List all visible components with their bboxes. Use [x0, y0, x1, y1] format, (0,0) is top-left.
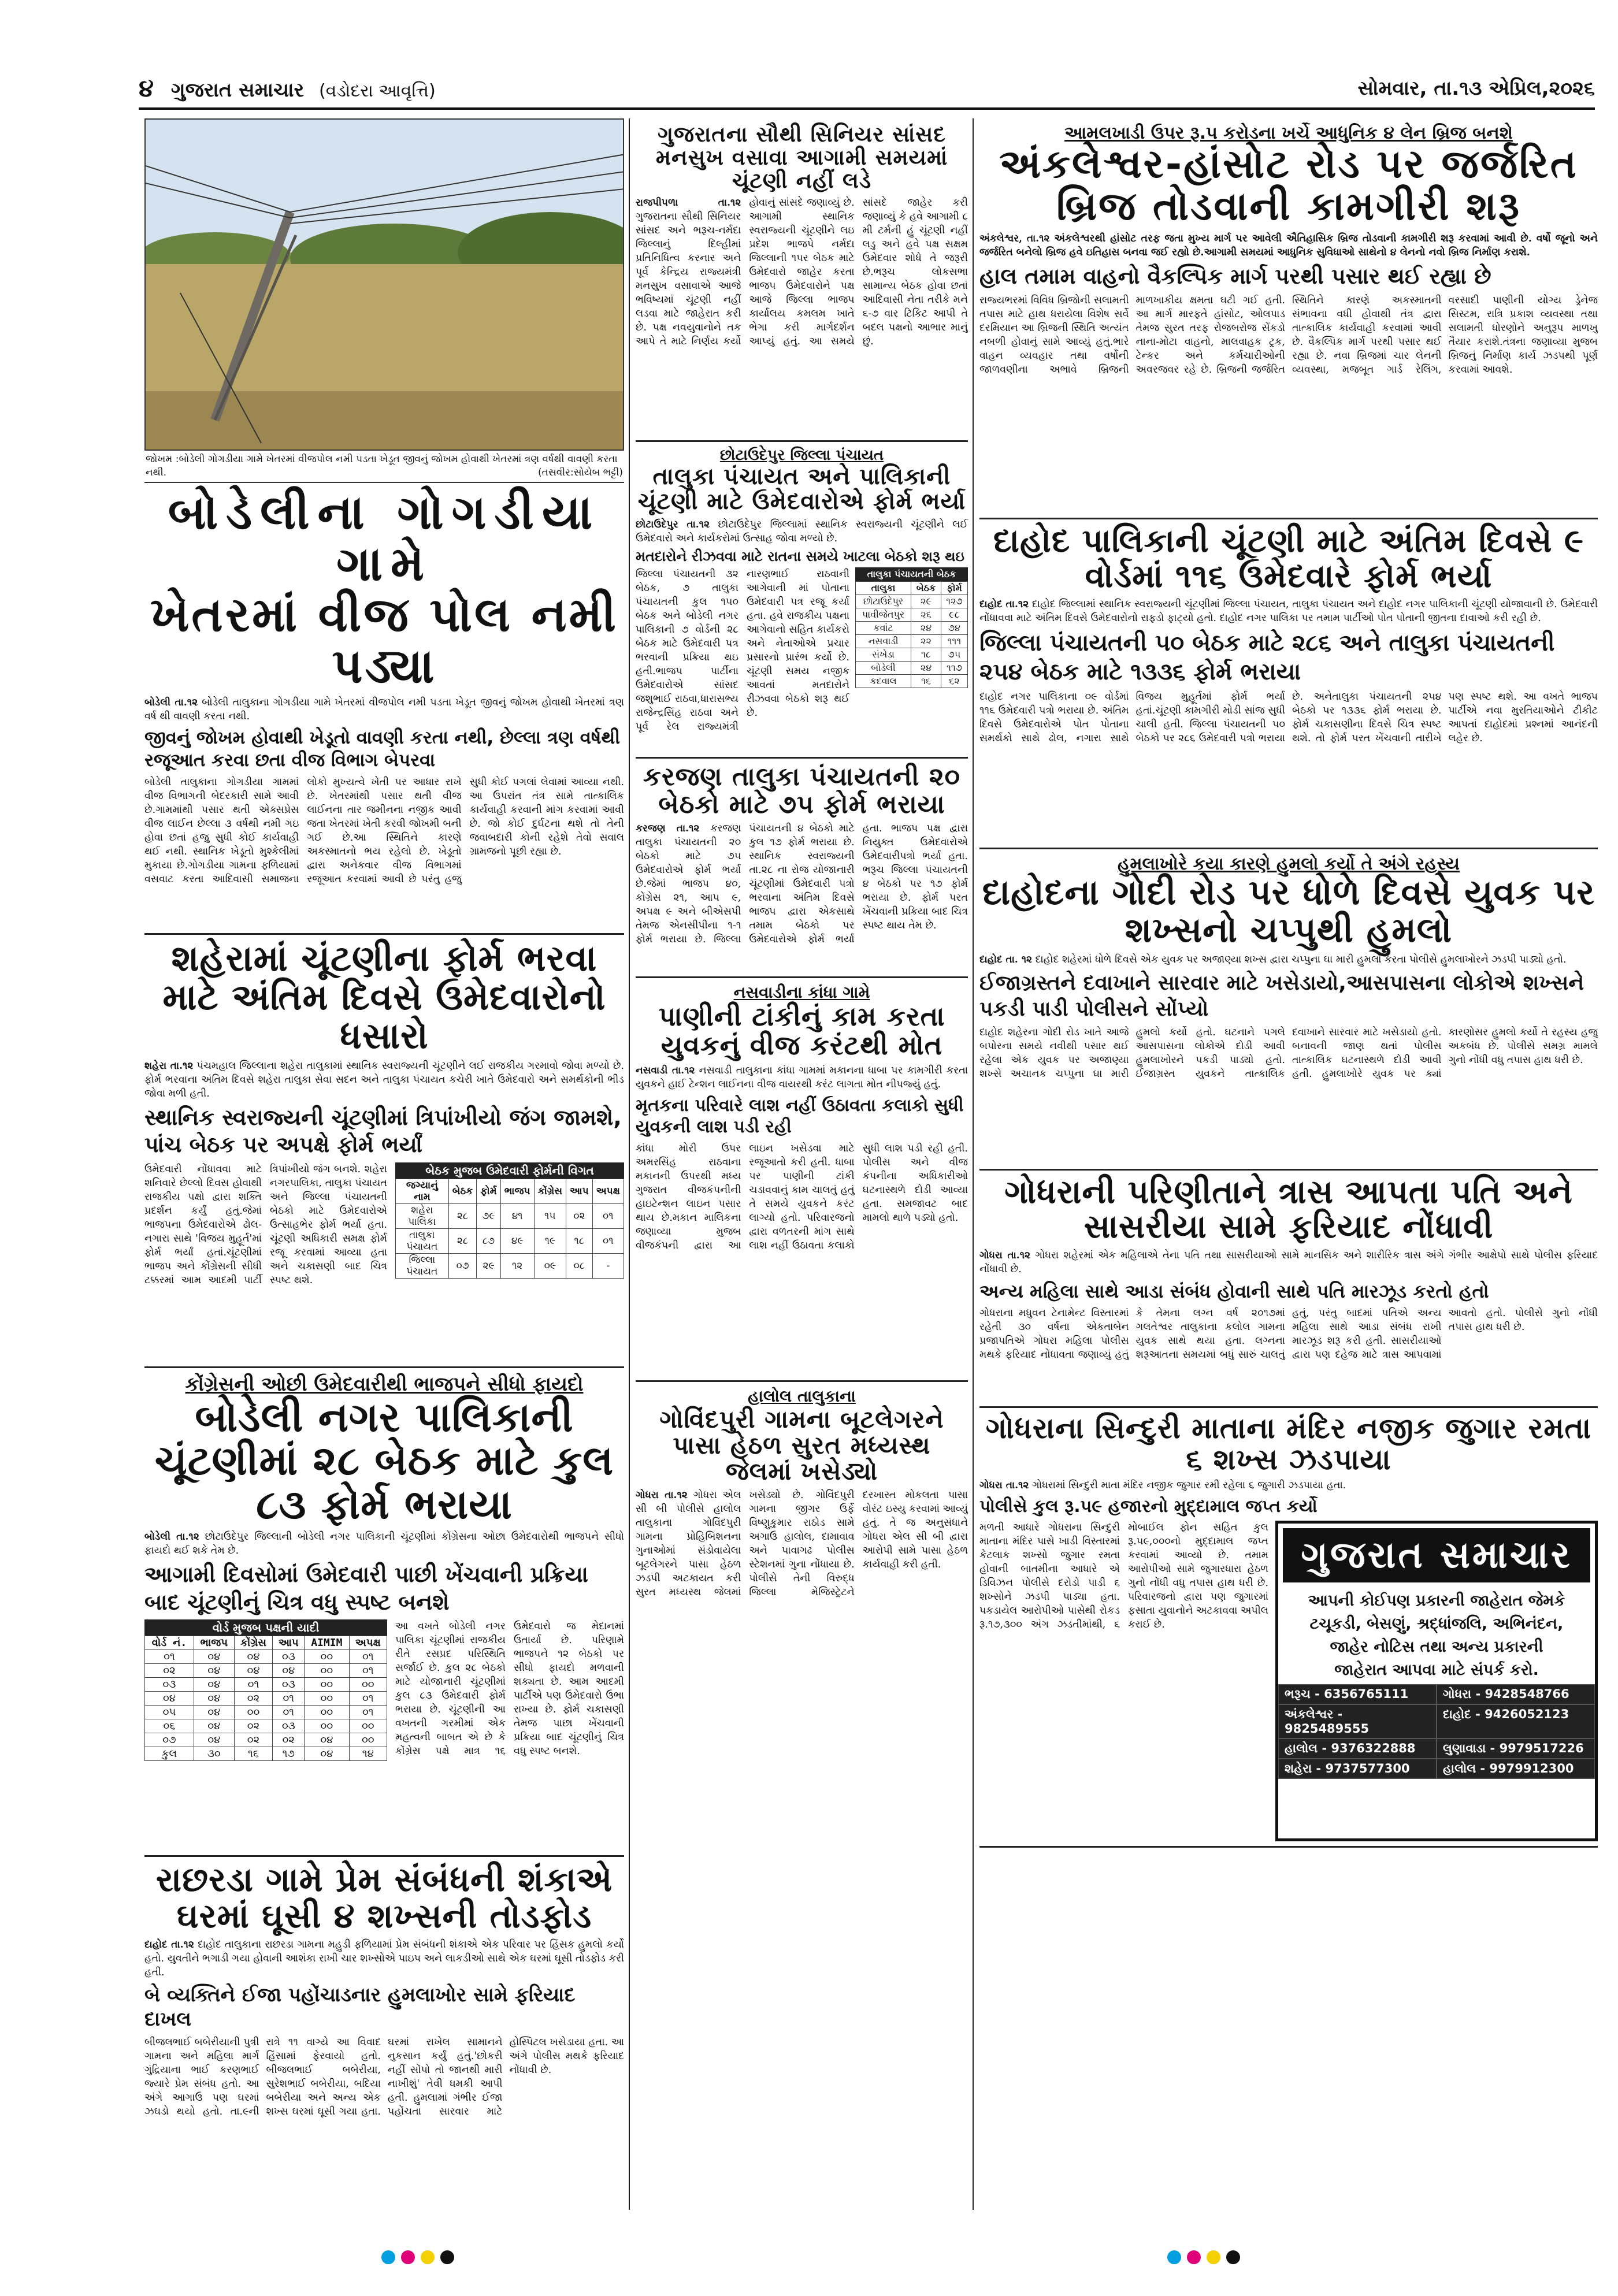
headline: રાછરડા ગામે પ્રેમ સંબંધની શંકાએ ઘરમાં ઘૂસી ૪ શખ્સની તોડફોડ [155, 1860, 613, 1935]
story-intro [144, 1530, 624, 1558]
table-cell: ૪૧ [500, 1203, 534, 1228]
table-cell: ૦૦ [305, 1650, 349, 1664]
story-halol [636, 1382, 968, 1678]
table-cell: નસવાડી [856, 635, 911, 648]
table-cell: કુલ [145, 1747, 194, 1761]
story-godi-road [979, 849, 1598, 1171]
table-cell: ૦૧ [273, 1692, 305, 1706]
story-body: દાહોદ નગર પાલિકાના ૦૯ વોર્ડમાં ૧૧૬ ઉમેદવારી પત્રો ભરાયા છે. અંતિમ દિવસે ઉમેદવારોએ પોત પોતાના સમર્થકો સાથે ઢોલ, નગારા સાથે વિજય મુહૂર્તમાં ફોર્મ ભર્યા હતાં.ચૂંટણી કામગીરી મોડી સાંજ સુધી ચાલી હતી. જિલ્લા પંચાયતની ૫૦ બેઠકો પર ૨૮૬ ઉમેદવારી પત્રો ભરાયા છે. અનેતાલુકા પંચાયતની ૨૫૪ બેઠકો પર ૧૩૩૬ ફોર્મ ભરાયા છે. ફોર્મ ચકાસણીના દિવસે ચિત્ર સ્પષ્ટ થશે. તો ફોર્મ પરત ખેંચવાની તારીખે પણ સ્પષ્ટ થશે. આ વખતે ભાજપ પાર્ટીએ નવા મુરતિયાઓને ટીકીટ આપતાં દાહોદમાં પ્રશ્નમાં આનંદની લહેર છે. [979, 691, 1598, 745]
table-header-row [145, 1636, 387, 1650]
table-cell: શહેરા પાલિકા [396, 1203, 449, 1228]
table-cell: છોટાઉદેપુર [856, 595, 911, 608]
table-row [145, 1719, 387, 1733]
dateline: ગોધરા તા.૧૨ [636, 1489, 688, 1501]
headline: દાહોદના ગોદી રોડ પર ધોળે દિવસે યુવક પર શખ્સનો ચપ્પુથી હુમલો [982, 872, 1595, 951]
yellow-mark [1207, 2250, 1220, 2264]
table-cell: ૦૨ [234, 1733, 273, 1747]
ad-contact-entry: હાલોલ - 9376322888 [1278, 1738, 1437, 1759]
table-header-cell: અપક્ષ [349, 1636, 387, 1650]
table-cell: ૧૯ [534, 1228, 566, 1253]
story-karjan [636, 759, 968, 978]
table-cell: ૦૦ [349, 1719, 387, 1733]
table-cell: ૧૨૭ [941, 595, 967, 608]
table-cell: ૦૧ [349, 1664, 387, 1678]
headline-line-1: બોડેલીના ગોગડીયા ગામે [168, 485, 601, 592]
subheadline: જિલ્લા પંચાયતની ૫૦ બેઠક માટે ૨૮૬ અને તાલુકા પંચાયતની ૨૫૪ બેઠક માટે ૧૩૩૬ ફોર્મ ભરાયા [979, 630, 1555, 686]
table-header-cell: બેઠક [911, 582, 941, 595]
table-cell: ૦૨ [273, 1733, 305, 1747]
table-row [145, 1650, 387, 1664]
story-gambling [979, 1408, 1598, 1848]
table-cell: ૦૨ [566, 1203, 593, 1228]
table-cell: ૦૭ [448, 1253, 477, 1278]
story-shehra [144, 935, 624, 1368]
table-cell: ૨૮ [448, 1203, 477, 1228]
table-cell: ૨૨ [911, 635, 941, 648]
ad-contact-entry: લુણાવાડા - 9979517226 [1437, 1738, 1595, 1759]
column-divider [973, 118, 974, 2210]
subheadline: ઈજાગ્રસ્તને દવાખાને સારવાર માટે ખસેડાયો,આસપાસના લોકોએ શખ્સને પકડી પાડી પોલીસને સોંપ્યો [979, 971, 1584, 1021]
story-bodeli-pole [144, 483, 624, 935]
dateline: દાહોદ તા.૧૨ [979, 599, 1029, 611]
black-mark [1226, 2250, 1240, 2264]
table-title: તાલુકા પંચાયતની બેઠક [855, 567, 968, 581]
table-cell: ૨૯ [911, 595, 941, 608]
intro-text: ગોધરા શહેરમાં એક મહિલાએ તેના પતિ તથા સાસરીયાઓ સામે માનસિક અને શારીરિક ત્રાસ અંગે ગંભીર આક્ષેપો સાથે પોલીસ ફરિયાદ નોંધાવી છે. [979, 1249, 1598, 1275]
table-row [856, 635, 968, 648]
table-header-cell: ભાજપ [500, 1179, 534, 1203]
table-cell: ૯૮ [941, 608, 967, 622]
headline: શહેરામાં ચૂંટણીના ફોર્મ ભરવા માટે અંતિમ દિવસે ઉમેદવારોનો ધસારો [162, 937, 606, 1057]
kicker: હુમલાખોરે કયા કારણે હુમલો કર્યો તે અંગે રહસ્ય [1118, 854, 1460, 875]
story-intro [979, 953, 1598, 967]
table-cell: ૮૭ [477, 1228, 500, 1253]
table-cell: ૧૭ [273, 1747, 305, 1761]
table-cell: પાવીજેતપુર [856, 608, 911, 622]
story-intro [979, 597, 1598, 625]
subheadline: પોલીસે કુલ રૂ.૫૯ હજારનો મુદ્દામાલ જપ્ત કર્યો [979, 1496, 1318, 1517]
ad-text [1278, 1587, 1595, 1684]
table-cell: ૦૪ [194, 1692, 234, 1706]
taluka-table [855, 581, 968, 688]
ad-line: જાહેરાત આપવા માટે સંપર્ક કરો. [1334, 1661, 1539, 1680]
table-header-row [396, 1179, 624, 1203]
table-cell: ૦૪ [194, 1733, 234, 1747]
table-cell: ૨૮ [448, 1228, 477, 1253]
story-godhra-harassment [979, 1171, 1598, 1408]
story-vasava [636, 118, 968, 442]
table-cell: ૧૮ [566, 1228, 593, 1253]
subheadline: અન્ય મહિલા સાથે આડા સંબંધ હોવાની સાથે પતિ મારઝૂડ કરતો હતો [979, 1280, 1489, 1302]
table-cell: જિલ્લા પંચાયત [396, 1253, 449, 1278]
headline: તાલુકા પંચાયત અને પાલિકાની ચૂંટણી માટે ઉમેદવારોએ ફોર્મ ભર્યા [637, 463, 966, 515]
intro-text: નસવાડી તાલુકાના કાંધા ગામમાં મકાનના ધાબા પર કામગીરી કરતા યુવકને હાઈ ટેન્શન લાઈનના વીજ વાયરથી કરંટ લાગતા મોત નીપજ્યું હતું. [636, 1064, 968, 1090]
story-body: જિલ્લા પંચાયતની ૩૨ બેઠક, ૭ તાલુકા પંચાયતની કુલ ૧૫૦ બેઠક અને બોડેલી નગર પાલિકાની ૭ વોર્ડની ૨૮ બેઠક માટે ઉમેદવારી પત્ર ભરવાની પ્રક્રિયા થઇ હતી.ભાજપ પાર્ટીના ઉમેદવારોએ સાંસદ જશુભાઈ રાઠવા,ધારાસભ્ય રાજેન્દ્રસિંહ રાઠવા અને પૂર્વ રેલ રાજ્યમંત્રી નારણભાઈ રાઠવાની આગેવાની માં પોતાના ઉમેદવારી પત્ર રજૂ કર્યા હતા. હવે રાજકીય પક્ષના આગેવાનો સહિત કાર્યકરો અને નેતાઓએ પ્રચાર પ્રસારનો પ્રારંભ કર્યો છે. ચૂંટણી સમય નજીક આવતાં મતદારોને રીઝવવા બેઠકો શરૂ થઈ છે. [636, 569, 849, 733]
table-header-cell: ભાજપ [194, 1636, 234, 1650]
table-cell: ૦૧ [349, 1650, 387, 1664]
table-cell: તાલુકા પંચાયત [396, 1228, 449, 1253]
table-cell: ૦૪ [273, 1664, 305, 1678]
story-rachharda [144, 1857, 624, 2138]
table-header-cell: અપક્ષ [592, 1179, 624, 1203]
table-cell: ૦૦ [349, 1678, 387, 1692]
headline: દાહોદ પાલિકાની ચૂંટણી માટે અંતિમ દિવસે ૯ વોર્ડમાં ૧૧૬ ઉમેદવારે ફોર્મ ભર્યા [993, 522, 1584, 595]
table-cell: ૦૧ [592, 1228, 624, 1253]
story-body [636, 822, 968, 972]
forms-table-wrap [395, 1162, 624, 1362]
table-cell: ૦૩ [273, 1678, 305, 1692]
story-body: બોડેલી તાલુકાના ગોગડીયા ગામમાં વીજ વિભાગની બેદરકારી સામે આવી છે.ગામમાંથી પસાર થતી એક્સપ્રેસ વીજ લાઈન છેલ્લા ૩ વર્ષથી નમી ગઇ હોવા છતાં હજુ સુધી કોઈ કાર્યવાહી થઈ નથી. સ્થાનિક ખેડૂતો મુશ્કેલીમાં મુકાયા છે.ગોગડીયા ગામના ફળિયામાં વસવાટ કરતા આદિવાસી સમાજના લોકો મુખ્યત્વે ખેતી પર આધાર રાખે છે. ખેતરમાંથી પસાર થતી વીજ લાઈનના તાર જમીનના નજીક આવી જતા ખેતરમાં ખેતી કરવી જોખમી બની ગઈ છે.આ સ્થિતિને કારણે અકસ્માતનો ભય રહેલો છે. ખેડૂતો દ્વારા અનેકવાર વીજ વિભાગમાં રજૂઆત કરવામાં આવી છે પરંતુ હજુ સુધી કોઈ પગલાં લેવામાં આવ્યા નથી. આ ઉપરાંત તંત્ર સામે તાત્કાલિક કાર્યવાહી કરવાની માંગ કરવામાં આવી છે. જો કોઈ દુર્ઘટના થશે તો તેની જવાબદારી કોની રહેશે તેવો સવાલ ગ્રામજનો પૂછી રહ્યા છે. [144, 776, 624, 885]
table-row [856, 622, 968, 635]
table-cell: ૦૪ [194, 1678, 234, 1692]
body-text: ગોધરા એલ સી બી પોલીસે હાલોલ તાલુકાના ગોવિંદપુરી ગામના પ્રોહિબિશનના ગુનાઓમાં સંડોવાયેલા બૂટલેગરને પાસા હેઠળ ઝડપી અટકાયત કરી સુરત મધ્યસ્થ જેલમાં ખસેડ્યો છે. ગોવિંદપુરી ગામના જીગર ઉર્ફે વિષ્ણુકુમાર રાઠોડ સામે અગાઉ હાલોલ, દામાવાવ અને પાવાગઢ પોલીસ સ્ટેશનમાં ગુના નોંધાયા છે. પોલીસે તેની વિરુદ્ધ જિલ્લા મેજિસ્ટ્રેટને દરખાસ્ત મોકલતા પાસા વોરંટ ઇસ્યુ કરવામાં આવ્યું હતું. તે જ અનુસંધાને ગોધરા એલ સી બી દ્વારા આરોપી સામે પાસા હેઠળ કાર્યવાહી કરી હતી. [636, 1489, 968, 1598]
table-cell: ૦૪ [234, 1650, 273, 1664]
table-cell: ૦૧ [234, 1678, 273, 1692]
dateline: દાહોદ તા.૧૨ [144, 1938, 194, 1951]
print-color-marks [1167, 2250, 1240, 2264]
headline: પાણીની ટાંકીનું કામ કરતા યુવકનું વીજ કરંટથી મોત [658, 1001, 945, 1061]
table-row [856, 595, 968, 608]
dateline: છોટાઉદેપુર તા.૧૨ [636, 519, 710, 531]
table-cell: ૦૪ [194, 1706, 234, 1719]
story-dahod-poll [979, 519, 1598, 849]
photo-electric-pole-field [146, 120, 624, 451]
table-header-cell: તાલુકા [856, 582, 911, 595]
table-cell: ૦૪ [194, 1650, 234, 1664]
ad-line: જાહેર નોટિસ તથા અન્ય પ્રકારની [1330, 1638, 1543, 1656]
table-cell: કદવાલ [856, 675, 911, 688]
column-left [144, 118, 624, 2138]
table-row [856, 675, 968, 688]
table-cell: ૦૧ [349, 1706, 387, 1719]
table-cell: ૭૯ [477, 1203, 500, 1228]
headline: ગોધરાના સિન્દુરી માતાના મંદિર નજીક જુગાર રમતા ૬ શખ્સ ઝડપાયા [985, 1411, 1592, 1476]
intro-text: છોટાઉદેપુર જિલ્લામાં સ્થાનિક સ્વરાજ્યની ચૂંટણીને લઈ ઉમેદવારો અને કાર્યકરોમાં ઉત્સાહ જોવા મળ્યો છે. [636, 519, 968, 545]
intro-text: અંકલેશ્વરથી હાંસોટ તરફ જતા મુખ્ય માર્ગ પર આવેલી ઐતિહાસિક બ્રિજ તોડવાની કામગીરી શરૂ કરવામાં આવી છે. વર્ષો જૂનો અને જર્જરિત બનેલો બ્રિજ હવે ઇતિહાસ બનવા જઈ રહ્યો છે.આગામી સમયમાં આધુનિક સુવિધાઓ સાથેનો ૪ લેનનો નવો બ્રિજ નિર્માણ કરાશે. [979, 232, 1598, 258]
table-cell: ૩૦ [194, 1747, 234, 1761]
dateline: શહેરા તા.૧૨ [144, 1060, 194, 1072]
table-header-cell: ફોર્મ [941, 582, 967, 595]
table-cell: ૦૭ [145, 1733, 194, 1747]
table-row [145, 1706, 387, 1719]
story-intro [979, 232, 1598, 259]
table-cell: ૦૧ [349, 1692, 387, 1706]
headline: ગોવિંદપુરી ગામના બૂટલેગરને પાસા હેઠળ સુરત મધ્યસ્થ જેલમાં ખસેડ્યો [659, 1405, 944, 1486]
paper-name: ગુજરાત સમાચાર [170, 79, 305, 102]
table-cell: ૦૫ [145, 1706, 194, 1719]
table-header-cell: આપ [273, 1636, 305, 1650]
dateline: બોડેલી તા.૧૨ [144, 1531, 199, 1543]
table-row [856, 662, 968, 675]
body-text: કરજણ તાલુકા પંચાયતની ૨૦ બેઠકો માટે ૭૫ ઉમેદવારોએ ફોર્મ ભર્યા છે.જેમાં ભાજપ ૪૦, કોંગ્રેસ ૨૧, આપ ૯, અપક્ષ ૯ અને બીએસપી તેમજ એનસીપીના ૧-૧ ફોર્મ ભરાયા છે. જિલ્લા પંચાયતની ૪ બેઠકો માટે કુલ ૧૭ ફોર્મ ભરાયા છે. સ્થાનિક સ્વરાજ્યની તા.૨૮ ના રોજ યોજાનારી ચૂંટણીમાં ઉમેદવારી પત્રો ભરવાના અંતિમ દિવસે ભાજપ દ્વારા એકસાથે તમામ બેઠકો પર ઉમેદવારોએ ફોર્મ ભર્યા હતા. ભાજપ પક્ષ દ્વારા નિયુક્ત ઉમેદવારોએ ઉમેદવારીપત્રો ભર્યા હતા. ભરૂચ જિલ્લા પંચાયતની ૪ બેઠકો પર ૧૭ ફોર્મ ભરાયા છે. ફોર્મ પરત ખેંચવાની પ્રક્રિયા બાદ ચિત્ર સ્પષ્ટ થાય તેમ છે. [636, 823, 968, 946]
story-intro [979, 1249, 1598, 1276]
story-intro [144, 1059, 624, 1101]
magenta-mark [401, 2250, 415, 2264]
table-cell: ૦૪ [194, 1664, 234, 1678]
headline: કરજણ તાલુકા પંચાયતની ૨૦ બેઠકો માટે ૭૫ ફોર્મ ભરાયા [643, 762, 961, 819]
table-row [145, 1678, 387, 1692]
table-cell: ૦૩ [145, 1678, 194, 1692]
intro-text: પંચમહાલ જિલ્લાના શહેરા તાલુકામાં સ્થાનિક સ્વરાજ્યની ચૂંટણીને લઈ રાજકીય ગરમાવો જોવા મળ્યો છે. ફોર્મ ભરવાના અંતિમ દિવસે શહેરા તાલુકા સેવા સદન અને તાલુકા પંચાયત કચેરી ખાતે ઉમેદવારો અને સમર્થકોની ભીડ જોવા મળી હતી. [144, 1060, 624, 1099]
story-body: રાજ્યભરમાં વિવિધ બ્રિજોની સલામતી તપાસ માટે હાથ ધરાયેલા વિશેષ સર્વે દરમિયાન આ બ્રિજની સ્થિતિ અત્યંત નબળી હોવાનું સામે આવ્યું હતું.ભારે વાહન વ્યવહાર તથા વર્ષોની જાળવણીના અભાવે બ્રિજની માળખાકીય ક્ષમતા ઘટી ગઈ હતી. આ માર્ગ મારફતે હાંસોટ, ઓલપાડ તેમજ સુરત તરફ રોજબરોજ સેંકડો નાના-મોટા વાહનો, માલવાહક ટ્રક, ટેન્કર અને કર્મચારીઓની અવરજવર રહે છે. બ્રિજની જર્જરિત સ્થિતિને કારણે અકસ્માતની સંભાવના વધી હોવાથી તંત્ર દ્વારા તાત્કાલિક કાર્યવાહી કરવામાં આવી છે. વૈકલ્પિક માર્ગ પરથી પસાર થઈ રહ્યા છે. નવા બ્રિજમાં ચાર લેનની વ્યવસ્થા, મજબૂત ગાર્ડ રેલિંગ, વરસાદી પાણીની યોગ્ય ડ્રેનેજ સિસ્ટમ, રાત્રિ પ્રકાશ વ્યવસ્થા તથા સલામતી ધોરણોને અનુરૂપ માળખુ તૈયાર કરાશે.તંત્રના જણાવ્યા મુજબ બ્રિજનું નિર્માણ કાર્ય ઝડપથી પૂર્ણ કરવામાં આવશે. [979, 295, 1598, 376]
table-cell: ૦૪ [145, 1692, 194, 1706]
column-right [979, 118, 1598, 1848]
photo-credit: (તસવીર:સોયેબ ભટ્ટી) [538, 467, 623, 478]
subheadline: સ્થાનિક સ્વરાજ્યની ચૂંટણીમાં ત્રિપાંખીયો જંગ જામશે, પાંચ બેઠક પર અપક્ષે ફોર્મ ભર્યાં [144, 1104, 622, 1158]
table-cell: ૦૦ [305, 1664, 349, 1678]
table-row [145, 1733, 387, 1747]
table-row [856, 648, 968, 662]
story-body: આ વખતે બોડેલી નગર પાલિકા ચૂંટણીમાં રાજકીય રીતે રસપ્રદ પરિસ્થિતિ સર્જાઈ છે. કુલ ૨૮ બેઠકો માટે યોજાનારી ચૂંટણીમાં કુલ ૮૩ ઉમેદવારી ફોર્મ ભરાયા છે. ચૂંટણીની આ વખતની ગરમીમાં એક મહત્વની બાબત એ છે કે કોંગ્રેસ પક્ષે માત્ર ૧૬ ઉમેદવારો જ મેદાનમાં ઉતાર્યા છે. પરિણામે ભાજપને ૧૨ બેઠકો પર સીધો ફાયદો મળવાની શક્યતા છે. આમ આદમી પાર્ટીએ પણ ઉમેદવારો ઉભા રાખ્યા છે. ફોર્મ ચકાસણી તેમજ પાછા ખેંચવાની પ્રક્રિયા બાદ ચૂંટણીનું ચિત્ર વધુ સ્પષ્ટ બનશે. [395, 1621, 624, 1758]
table-cell: ૦૪ [305, 1733, 349, 1747]
ad-contact-entry: દાહોદ - 9426052123 [1437, 1704, 1595, 1738]
table-cell: ૧૮ [911, 648, 941, 662]
table-cell: ૨૪ [911, 662, 941, 675]
story-body [636, 196, 968, 436]
header-left [139, 74, 436, 103]
table-cell: ૨૬ [911, 608, 941, 622]
table-cell: ૦૪ [305, 1747, 349, 1761]
table-cell: ૦૨ [234, 1719, 273, 1733]
dateline: કરજણ તા.૧૨ [636, 823, 700, 835]
table-header-cell: આપ [566, 1179, 593, 1203]
body-text: ગુજરાતના સૌથી સિનિયર સાંસદ અને ભરૂચ-નર્મદા જિલ્લાનું દિલ્હીમાં પ્રતિનિધિત્વ કરનાર અને પૂર્વ કેન્દ્રિય રાજ્યમંત્રી મનસુખ વસાવાએ આજે ભવિષ્યમાં ચૂંટણી નહીં લડવા માટે જાહેરાત કરી છે. પક્ષ નવયુવાનોને તક આપે તે માટે નિર્ણય કર્યો હોવાનું સાંસદે જણાવ્યું છે. આગામી સ્થાનિક સ્વરાજ્યની ચૂંટણીને લઇ પ્રદેશ ભાજપે નર્મદા જિલ્લાની ૧૫ર બેઠક માટે ઉમેદવારો જાહેર કરતા ભાજપ ઉમેદવારોને પક્ષ આજે જિલ્લા ભાજપ કાર્યાલય કમલમ ખાતે ભેગા કરી માર્ગદર્શન આપ્યું હતું. આ સમયે સાંસદે જાહેર કરી જણાવ્યું કે હવે આગામી ૮ મી ટર્મની હું ચૂંટણી નહીં લડુ અને હવે પક્ષ સક્ષમ ઉમેદવાર શોધે તે જરૂરી છે.ભરૂચ લોકસભા સામાન્ય બેઠક હોવા છતાં આદિવાસી નેતા તરીકે મને ૬-૭ વાર ટિકિટ આપી તે બદલ પક્ષનો આભાર માનું છું. [636, 196, 968, 347]
table-cell: ૨૯ [477, 1253, 500, 1278]
column-middle [636, 118, 968, 1678]
story-body: ગોધરાના મધુવન ટેનામેન્ટ વિસ્તારમાં રહેતી ૩૦ વર્ષના એકતાબેન પ્રજાપતિએ ગોધરા મહિલા પોલીસ મથકે ફરિયાદ નોંધાવતા જણાવ્યું હતું કે તેમના લગ્ન વર્ષ ૨૦૧૭માં ગલતેશ્વર તાલુકાના કલોલ ગામના યુવક સાથે થયા હતા. લગ્નના શરૂઆતના સમયમાં બધું સારું ચાલતું હતું, પરંતુ બાદમાં પતિએ અન્ય મહિલા સાથે આડા સંબંધ રાખી મારઝૂડ શરૂ કરી હતી. સાસરીયાઓ દ્વારા પણ દહેજ માટે ત્રાસ આપવામાં આવતો હતો. પોલીસે ગુનો નોંધી તપાસ હાથ ધરી છે. [979, 1307, 1598, 1361]
kicker: છોટાઉદેપુર જિલ્લા પંચાયત [719, 446, 884, 464]
table-cell: ૦૪ [194, 1719, 234, 1733]
table-header-cell: કોંગ્રેસ [534, 1179, 566, 1203]
ad-contact-entry: હાલોલ - 9979912300 [1437, 1759, 1595, 1779]
table-cell: બોડેલી [856, 662, 911, 675]
table-cell: ૦૦ [305, 1706, 349, 1719]
dateline: બોડેલી તા.૧૨ [144, 697, 198, 709]
table-cell: ૬૨ [941, 675, 967, 688]
table-cell: ૦૦ [305, 1719, 349, 1733]
table-cell: ૪૯ [500, 1228, 534, 1253]
photo-caption [144, 451, 624, 483]
story-ankleshwar-bridge [979, 118, 1598, 519]
table-header-cell: AIMIM [305, 1636, 349, 1650]
magenta-mark [1187, 2250, 1201, 2264]
table-cell: સંખેડા [856, 648, 911, 662]
advertisement-box [1275, 1521, 1598, 1841]
page-header [139, 69, 1595, 110]
ad-contact-entry: ભરૂચ - 6356765111 [1278, 1684, 1437, 1704]
headline-line-2: ખેતરમાં વીજ પોલ નમી પડ્યા [150, 588, 619, 694]
table-cell: ૦૪ [234, 1664, 273, 1678]
story-intro [144, 1938, 624, 1979]
story-intro [636, 1064, 968, 1091]
table-cell: ૦૦ [349, 1733, 387, 1747]
kicker: આમલખાડી ઉપર રૂ.૫ કરોડના ખર્ચે આધુનિક ૪ લેન બ્રિજ બનશે [1064, 123, 1513, 143]
print-color-marks [381, 2250, 454, 2264]
cyan-mark [381, 2250, 395, 2264]
table-row [145, 1692, 387, 1706]
intro-text: બોડેલી તાલુકાના ગોગડીયા ગામે ખેતરમાં વીજપોલ નમી પડતા ખેડૂત જીવનું જોખમ હોવાથી ખેતરમાં ત્રણ વર્ષ થી વાવણી કરતા નથી. [144, 697, 624, 723]
table-header-cell: કોંગ્રેસ [234, 1636, 273, 1650]
intro-text: દાહોદ જિલ્લામાં સ્થાનિક સ્વરાજ્યની ચૂંટણીમાં જિલ્લા પંચાયત, તાલુકા પંચાયત અને દાહોદ નગર પાલિકાની ચૂંટણી યોજાવાની છે. ઉમેદવારી નોંધાવવા માટે અંતિમ દિવસે ઉમેદવારોનો રાફડો ફાટ્યો હતો. દાહોદ નગર પાલિકા પર તમામ પાર્ટીઓ પોત પોતાની જીતના દાવાઓ કરી રહી છે. [979, 599, 1598, 625]
subheadline: મૃતકના પરિવારે લાશ નહીં ઉઠાવતા કલાકો સુધી યુવકની લાશ પડી રહી [636, 1095, 964, 1138]
news-photo [144, 118, 624, 451]
story-body: કાંધા મોરી ઉપર અમરસિંહ રાઠવાના મકાનની ઉપરથી મધ્ય ગુજરાત વીજકંપનીની હાઇટેન્શન લાઇન પસાર થાય છે.મકાન માલિકના જણાવ્યા મુજબ વીજકંપની દ્વારા આ લાઇન ખસેડવા માટે રજૂઆતો કરી હતી. ધાબા પર પાણીની ટાંકી ચડાવવાનું કામ ચાલતું હતું તે સમયે યુવકને કરંટ લાગ્યો હતો. પરિવારજનો દ્વારા વળતરની માંગ સાથે લાશ નહીં ઉઠાવતા કલાકો સુધી લાશ પડી રહી હતી. પોલીસ અને વીજ કંપનીના અધિકારીઓ ઘટનાસ્થળે દોડી આવ્યા હતા. સમજાવટ બાદ મામલો થાળે પડ્યો હતો. [636, 1142, 968, 1251]
table-cell: ૨૪ [911, 622, 941, 635]
table-cell: - [592, 1253, 624, 1278]
subheadline: આગામી દિવસોમાં ઉમેદવારી પાછી ખેંચવાની પ્રક્રિયા બાદ ચૂંટણીનું ચિત્ર વધુ સ્પષ્ટ બનશે [144, 1562, 588, 1615]
issue-date: સોમવાર, તા.૧૩ એપ્રિલ,૨૦૨૬ [1357, 77, 1595, 100]
table-cell: ૧૫ [534, 1203, 566, 1228]
subheadline: જીવનું જોખમ હોવાથી ખેડૂતો વાવણી કરતા નથી, છેલ્લા ત્રણ વર્ષથી રજૂઆત કરવા છતા વીજ વિભાગ બેપરવા [144, 727, 621, 771]
table-row [856, 608, 968, 622]
table-cell: ૧૧૧ [941, 635, 967, 648]
table-row [145, 1747, 387, 1761]
table-cell: ૦૦ [305, 1692, 349, 1706]
intro-text: ગોધરામાં સિન્દુરી માતા મંદિર નજીક જુગાર રમી રહેલા ૬ જુગારી ઝડપાયા હતા. [1031, 1479, 1346, 1491]
table-cell: ૦૧ [145, 1650, 194, 1664]
table-row [396, 1228, 624, 1253]
intro-text: છોટાઉદેપુર જિલ્લાની બોડેલી નગર પાલિકાની ચૂંટણીમાં કોંગ્રેસના ઓછા ઉમેદવારોથી ભાજપને સીધો ફાયદો થઈ શકે તેમ છે. [144, 1531, 624, 1557]
table-cell: ૧૧૭ [941, 662, 967, 675]
table-cell: ૧૨ [500, 1253, 534, 1278]
ad-line: આપની કોઈપણ પ્રકારની જાહેરાત જેમકે [1308, 1592, 1565, 1610]
subheadline: હાલ તમામ વાહનો વૈકલ્પિક માર્ગ પરથી પસાર થઈ રહ્યા છે [979, 263, 1491, 289]
ad-logo: ગુજરાત સમાચાર [1283, 1528, 1590, 1582]
yellow-mark [421, 2250, 435, 2264]
dateline: રાજપીપળા તા.૧૨ [636, 196, 741, 209]
ad-line: ટચૂકડી, બેસણું, શ્રદ્ધાંજલિ, અભિનંદન, [1309, 1615, 1564, 1633]
story-body [636, 1488, 968, 1673]
story-body: ઉમેદવારી નોંધાવવા માટે શનિવારે છેલ્લો દિવસ હોવાથી રાજકીય પક્ષો દ્વારા શક્તિ પ્રદર્શન કર્યું હતું.જેમાં ભાજપના ઉમેદવારોએ ઢોલ-નગારા સાથે 'વિજય મુહૂર્ત'માં ફોર્મ ભર્યાં હતાં.ચૂંટણીમાં ભાજપ અને કોંગ્રેસની સીધી ટક્કરમાં આમ આદમી પાર્ટી ત્રિપાંખીયો જંગ બનશે. શહેરા નગરપાલિકા, તાલુકા પંચાયત અને જિલ્લા પંચાયતની બેઠકો માટે ઉમેદવારોએ ઉત્સાહભેર ફોર્મ ભર્યા હતા. ચૂંટણી અધિકારી સમક્ષ ફોર્મ રજૂ કરવામાં આવ્યા હતા અને ચકાસણી બાદ ચિત્ર સ્પષ્ટ થશે. [144, 1163, 387, 1286]
story-body: દાહોદ શહેરના ગોદી રોડ ખાતે આજે બપોરના સમયે નવીથી પસાર થઈ રહેલા એક યુવક પર અજાણ્યા શખ્સે અચાનક ચપ્પુના ઘા મારી હુમલો કર્યો હતો. ઘટનાને પગલે આસપાસના લોકોએ દોડી આવી હુમલાખોરને પકડી પાડ્યો હતો. ઈજાગ્રસ્ત યુવકને તાત્કાલિક દવાખાને સારવાર માટે ખસેડાયો હતો. બનાવની જાણ થતાં પોલીસ તાત્કાલિક ઘટનાસ્થળે દોડી આવી હતી. હુમલાખોરે યુવક પર ક્યાં કારણોસર હુમલો કર્યો તે રહસ્ય હજુ અકબંધ છે. પોલીસે સમગ્ર મામલે ગુનો નોંધી વધુ તપાસ હાથ ધરી છે. [979, 1026, 1598, 1080]
forms-table [395, 1179, 624, 1279]
headline: બોડેલી નગર પાલિકાની ચૂંટણીમાં ૨૮ બેઠક માટે કુલ ૮૩ ફોર્મ ભરાયા [154, 1393, 614, 1528]
dateline: અંકલેશ્વર, તા.૧૨ [979, 232, 1050, 244]
kicker: હાલોલ તાલુકાના [748, 1386, 856, 1406]
story-intro [979, 1478, 1598, 1492]
table-title: વોર્ડ મુજબ પક્ષની યાદી [144, 1619, 387, 1636]
story-body: બીજલભાઈ બબેરીયાની પુત્રી ગામના અને મહિલા માર્ગ ગુંદ્રિયાના ભાઈ કરણભાઈ જ્યારે પ્રેમ સંબંધ હતો. આ અંગે આગાઉ પણ ઘરમાં ઝઘડો થયો હતો. તા.૯ની રાત્રે ૧૧ વાગ્યે આ વિવાદ હિંસામાં ફેરવાયો હતો. બીજલભાઈ બબેરીયા, સુરેશભાઈ બબેરીયા, બદિયા બબેરીયા અને અન્ય એક શખ્સ ઘરમાં ઘૂસી ગયા હતા. ઘરમાં રાખેલ સામાનને નુકસાન કર્યું હતું.'છોકરી નહીં સોંપો તો જાનથી મારી નાખીશું' તેવી ધમકી આપી હતી. હુમલામાં ગંભીર ઈજા પહોંચતા સારવાર માટે હોસ્પિટલ ખસેડાયા હતા. આ અંગે પોલીસ મથકે ફરિયાદ નોંધાવી છે. [144, 2036, 624, 2117]
table-cell: ૦૦ [305, 1678, 349, 1692]
table-cell: ૧૬ [911, 675, 941, 688]
story-bodeli-poll [144, 1368, 624, 1857]
subheadline: બે વ્યક્તિને ઈજા પહોંચાડનાર હુમલાખોર સામે ફરિયાદ દાખલ [144, 1983, 576, 2031]
table-cell: ૭૪ [941, 622, 967, 635]
table-row [396, 1253, 624, 1278]
table-row [145, 1664, 387, 1678]
table-cell: ૦૩ [273, 1650, 305, 1664]
story-chhotaudepur [636, 442, 968, 759]
headline: ગોધરાની પરિણીતાને ત્રાસ આપતા પતિ અને સાસરીયા સામે ફરિયાદ નોંધાવી [1004, 1173, 1573, 1246]
dateline: ગોધરા તા.૧૨ [979, 1249, 1031, 1261]
dateline: નસવાડી તા.૧૨ [636, 1064, 695, 1076]
dateline: દાહોદ તા. ૧૨ [979, 953, 1033, 965]
page-number: ૪ [139, 74, 154, 102]
kicker: નસવાડીના કાંધા ગામે [733, 983, 870, 1002]
table-cell: ૦૮ [566, 1253, 593, 1278]
dateline: ગોધરા તા.૧૨ [979, 1479, 1029, 1491]
table-cell: ૦૯ [534, 1253, 566, 1278]
table-cell: ૭૫ [941, 648, 967, 662]
table-cell: ૧૬ [234, 1747, 273, 1761]
story-body: મળતી આધારે ગોધરાના સિન્દુરી માતાના મંદિર પાસે ખાડી વિસ્તારમાં કેટલાક શખ્સો જુગાર રમતા હોવાની બાતમીના આધારે એ ડિવિઝન પોલીસે દરોડો પાડી ૬ શખ્સોને ઝડપી પાડ્યા હતા. પકડાયેલ આરોપીઓ પાસેથી રોકડ રૂ.૧૭,૩૦૦ અંગ ઝડતીમાંથી, ૬ મોબાઈલ ફોન સહિત કુલ રૂ.૫૯,૦૦૦નો મુદ્દામાલ જપ્ત કરવામાં આવ્યો છે. તમામ આરોપીઓ સામે જુગારધારા હેઠળ ગુનો નોંધી વધુ તપાસ હાથ ધરી છે. પરિવારજનો દ્વારા પણ જુગારમાં ફસાતા યુવાનોને અટકાવવા અપીલ કરાઈ છે. [979, 1522, 1268, 1631]
table-header-row [856, 582, 968, 595]
edition-label: (વડોદરા આવૃત્તિ) [319, 81, 436, 101]
ad-contacts [1278, 1684, 1595, 1779]
ad-contact-entry: ગોધરા - 9428548766 [1437, 1684, 1595, 1704]
story-intro [636, 518, 968, 545]
taluka-table-wrap [855, 567, 968, 752]
table-cell: ૦૧ [273, 1706, 305, 1719]
headline: અંકલેશ્વર-હાંસોટ રોડ પર જર્જરિત બ્રિજ તોડવાની કામગીરી શરૂ [999, 142, 1578, 230]
table-cell: ૦૦ [234, 1706, 273, 1719]
table-cell: ૦૬ [145, 1719, 194, 1733]
headline: ગુજરાતના સૌથી સિનિયર સાંસદ મનસુખ વસાવા આગામી સમયમાં ચૂંટણી નહીં લડે [655, 122, 948, 193]
table-cell: ૦૩ [273, 1719, 305, 1733]
table-header-cell: ફોર્મ [477, 1179, 500, 1203]
caption-text: જોખમ :બોડેલી ગોગડીયા ગામે ખેતરમાં વીજપોલ નમી પડતા ખેડૂત જીવનું જોખમ હોવાથી ખેતરમાં ત્રણ વર્ષથી વાવણી કરતા નથી. [146, 454, 618, 478]
table-title: બેઠક મુજબ ઉમેદવારી ફોર્મની વિગત [395, 1162, 624, 1179]
table-header-cell: વોર્ડ નં. [145, 1636, 194, 1650]
subheadline: મતદારોને રીઝવવા માટે રાતના સમયે ખાટલા બેઠકો શરૂ થઇ [636, 548, 964, 565]
table-row [396, 1203, 624, 1228]
column-divider [629, 118, 630, 2210]
intro-text: દાહોદ તાલુકાના રાછરડા ગામના મહુડી ફળિયામાં પ્રેમ સંબંધની શંકાએ એક પરિવાર પર હિંસક હુમલો કર્યો હતો. યુવતીને ભગાડી ગયા હોવાની આશંકા રાખી ચાર શખ્સોએ પાઇપ અને લાકડીઓ સાથે એક ઘરમાં ઘૂસી તોડફોડ કરી હતી. [144, 1938, 624, 1978]
ward-table-wrap [144, 1619, 387, 1851]
kicker: કોંગ્રેસની ઓછી ઉમેદવારીથી ભાજપને સીધો ફાયદો [185, 1372, 584, 1396]
black-mark [440, 2250, 454, 2264]
table-cell: ૦૨ [145, 1664, 194, 1678]
story-intro [144, 696, 624, 723]
table-header-cell: જગ્યાનું નામ [396, 1179, 449, 1203]
table-header-cell: બેઠક [448, 1179, 477, 1203]
table-cell: ૦૧ [592, 1203, 624, 1228]
ad-contact-entry: શહેરા - 9737577300 [1278, 1759, 1437, 1779]
table-cell: કવાંટ [856, 622, 911, 635]
table-cell: ૧૪ [349, 1747, 387, 1761]
ad-contact-entry: અંકલેશ્વર - 9825489555 [1278, 1704, 1437, 1738]
intro-text: દાહોદ શહેરમાં ધોળે દિવસે એક યુવક પર અજાણ્યા શખ્સ દ્વારા ચપ્પુના ઘા મારી હુમલો કરતા પોલીસે હુમલાખોરને ઝડપી પાડ્યો હતો. [1035, 953, 1567, 965]
table-cell: ૦૨ [234, 1692, 273, 1706]
story-naswadi [636, 978, 968, 1381]
ward-party-table [144, 1636, 387, 1761]
cyan-mark [1167, 2250, 1181, 2264]
